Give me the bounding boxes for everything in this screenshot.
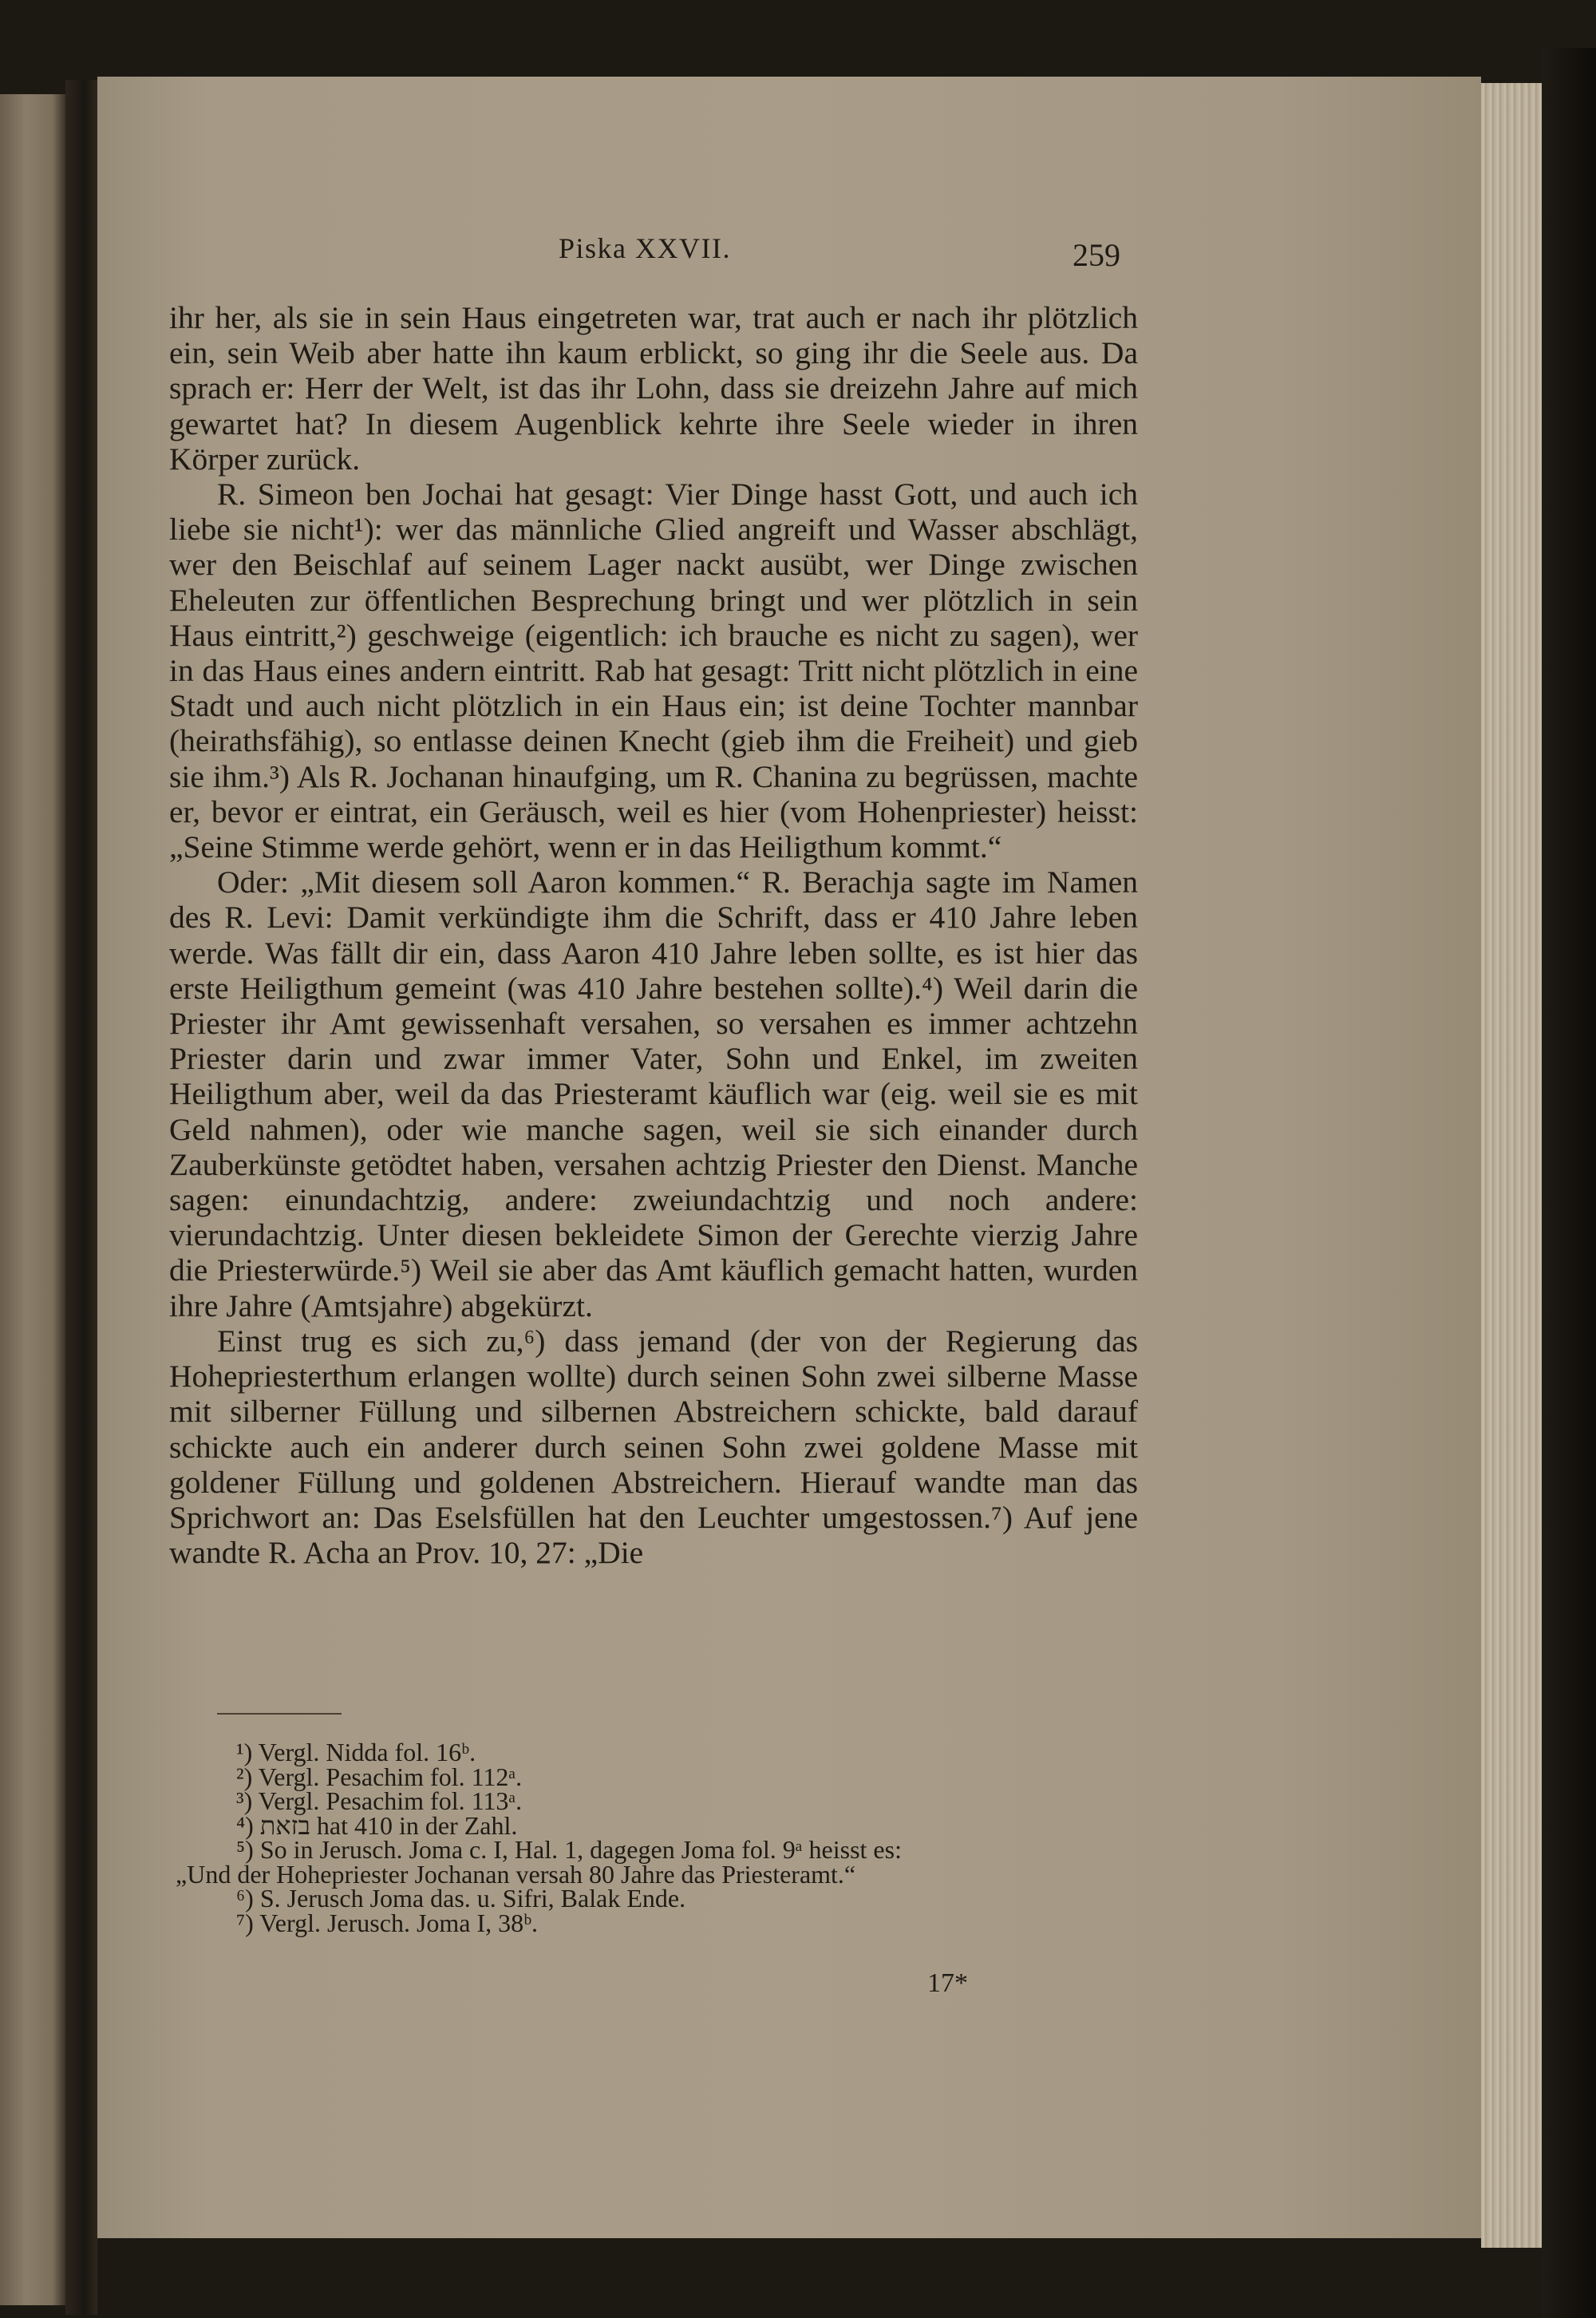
footnote: ²) Vergl. Pesachim fol. 112ᵃ. xyxy=(236,1762,523,1791)
signature-mark: 17* xyxy=(927,1968,968,1998)
paragraph: ihr her, als sie in sein Haus eingetreten war, trat auch er nach ihr plötzlich ein, sein Weib aber hatte ihn kaum erblickt, so ging ihr die Seele aus. Da sprach er: Herr der Welt, ist das ihr Lohn, dass sie dreizehn Jahre auf mich gewartet hat? In diesem Augenblick kehrte ihre Seele wieder in ihren Körper zurück. xyxy=(169,300,1138,477)
footnote-continuation: „Und der Hohepriester Jochanan versah 80 Jahre das Priesteramt.“ xyxy=(176,1859,856,1889)
footnote: ¹) Vergl. Nidda fol. 16ᵇ. xyxy=(236,1738,476,1766)
page-number: 259 xyxy=(1073,237,1120,273)
paragraph: Oder: „Mit diesem soll Aaron kommen.“ R. Berachja sagte im Namen des R. Levi: Damit verkündigte ihm die Schrift, dass er 410 Jahre leben werde. Was fällt dir ein, dass Aaron 410 Jahre leben sollte, es ist hier das erste Heiligthum gemeint (was 410 Jahre bestehen sollte).⁴) Weil darin die Priester ihr Amt gewissenhaft versahen, so versahen es immer achtzehn Priester darin und zwar immer Vater, Sohn und Enkel, im zweiten Heiligthum aber, weil da das Priesteramt käuflich war (eig. weil sie es mit Geld nahmen), oder wie manche sagen, weil sie sich einander durch Zauberkünste getödtet haben, versahen achtzig Priester den Dienst. Manche sagen: einundachtzig, andere: zweiundachtzig und noch andere: vierundachtzig. Unter diesen bekleidete Simon der Gerechte vierzig Jahre die Priesterwürde.⁵) Weil sie aber das Amt käuflich gemacht hatten, wurden ihre Jahre (Amtsjahre) abgekürzt. xyxy=(169,864,1138,1323)
footnote: ⁶) S. Jerusch Joma das. u. Sifri, Balak Ende. xyxy=(236,1884,686,1913)
paragraph: Einst trug es sich zu,⁶) dass jemand (der von der Regierung das Hohepriesterthum erlangen wollte) durch seinen Sohn zwei silberne Masse mit silberner Füllung und silbernen Abstreichern schickte, bald darauf schickte auch ein anderer durch seinen Sohn zwei goldene Masse mit goldener Füllung und goldenen Abstreichern. Hierauf wandte man das Sprichwort an: Das Eselsfüllen hat den Leuchter umgestossen.⁷) Auf jene wandte R. Acha an Prov. 10, 27: „Die xyxy=(169,1323,1138,1571)
footnotes xyxy=(176,1738,1135,1937)
page-stack-edge xyxy=(1481,83,1542,2248)
footnote: ⁴) בזאת hat 410 in der Zahl. xyxy=(236,1810,518,1840)
footnote: ⁷) Vergl. Jerusch. Joma I, 38ᵇ. xyxy=(236,1908,539,1937)
left-page-edge xyxy=(0,94,65,2305)
book-cover xyxy=(1542,48,1596,2318)
footnote: ³) Vergl. Pesachim fol. 113ᵃ. xyxy=(236,1786,523,1815)
footnote-separator xyxy=(217,1713,342,1715)
body-text xyxy=(169,300,1138,1570)
book-gutter xyxy=(65,80,97,2315)
running-title: Piska XXVII. xyxy=(559,232,731,264)
footnote: ⁵) So in Jerusch. Joma c. I, Hal. 1, dagegen Joma fol. 9ᵃ heisst es: xyxy=(236,1835,902,1864)
paragraph: R. Simeon ben Jochai hat gesagt: Vier Dinge hasst Gott, und auch ich liebe sie nicht¹): wer das männliche Glied angreift und Wasser abschlägt, wer den Beischlaf auf seinem Lager nackt ausübt, wer Dinge zwischen Eheleuten zur öffentlichen Besprechung bringt und wer plötzlich in sein Haus eintritt,²) geschweige (eigentlich: ich brauche es nicht zu sagen), wer in das Haus eines andern eintritt. Rab hat gesagt: Tritt nicht plötzlich in eine Stadt und auch nicht plötzlich in ein Haus ein; ist deine Tochter mannbar (heirathsfähig), so entlasse deinen Knecht (gieb ihm die Freiheit) und gieb sie ihm.³) Als R. Jochanan hinaufging, um R. Chanina zu begrüssen, machte er, bevor er eintrat, ein Geräusch, weil es hier (vom Hohenpriester) heisst: „Seine Stimme werde gehört, wenn er in das Heiligthum kommt.“ xyxy=(169,477,1138,865)
